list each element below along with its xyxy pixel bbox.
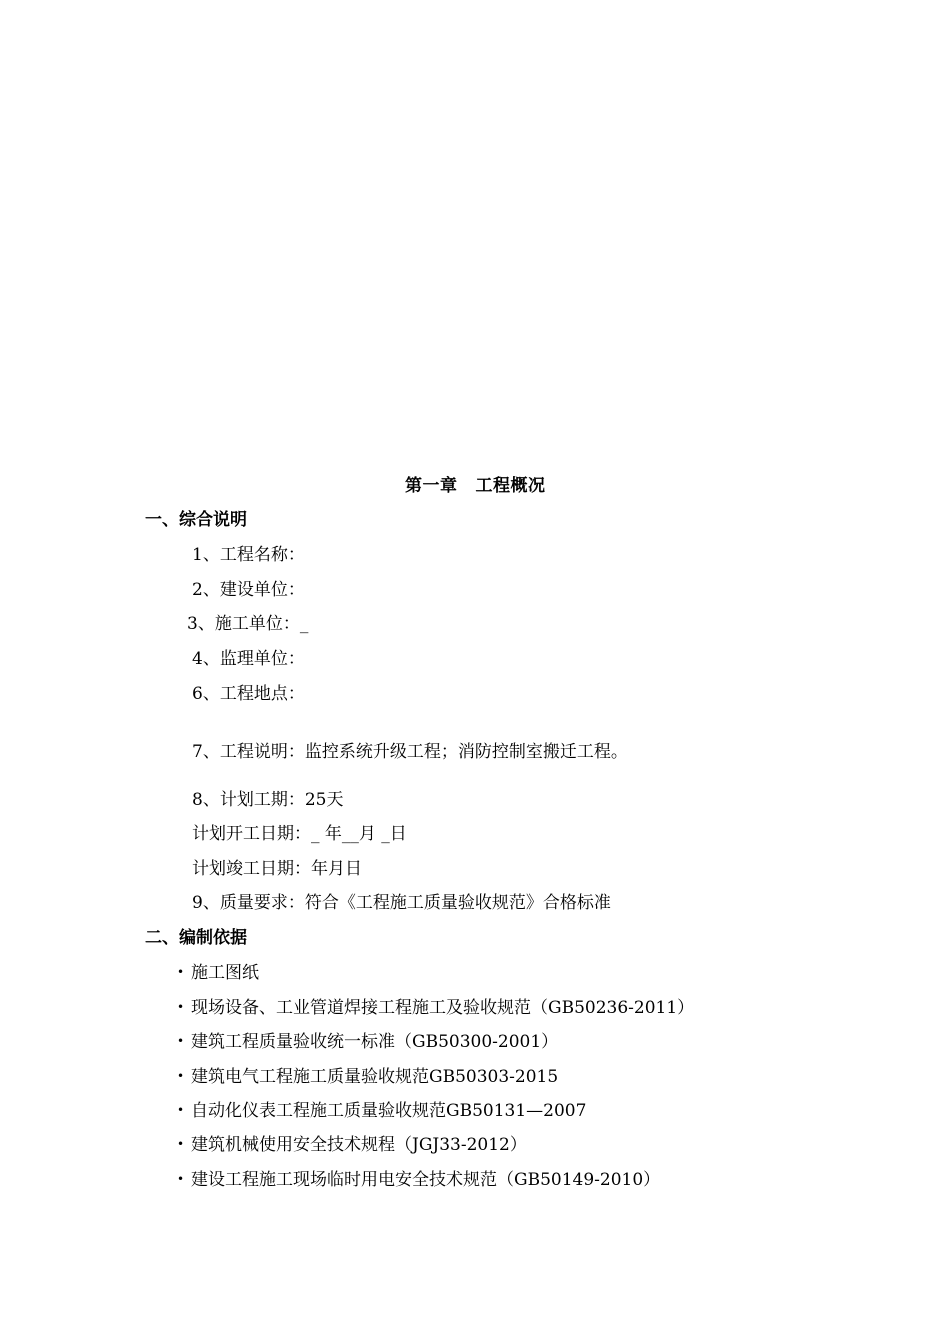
section2-heading: 二、编制依据 [145,928,247,948]
basis-list-item-text: 自动化仪表工程施工质量验收规范GB50131—2007 [191,1101,587,1121]
basis-list-item [177,1100,586,1121]
bullet-icon: • [177,1000,185,1014]
section1-heading: 一、综合说明 [145,510,247,530]
bullet-icon: • [177,1172,185,1186]
basis-list-item-text: 建筑电气工程施工质量验收规范GB50303-2015 [191,1067,559,1087]
basis-list-item-text: 建筑机械使用安全技术规程（JGJ33-2012） [191,1135,527,1155]
basis-list-item-text: 建筑工程质量验收统一标准（GB50300-2001） [191,1032,559,1052]
basis-list-item [177,1066,558,1087]
basis-list-item [177,997,694,1018]
supervisor-item: 4、监理单位： [192,649,305,669]
basis-list-item-text: 建设工程施工现场临时用电安全技术规范（GB50149-2010） [191,1170,661,1190]
planned-duration-item: 8、计划工期：25天 [192,790,344,810]
planned-end-date-item: 计划竣工日期：年月日 [192,859,362,879]
basis-list-item-text: 施工图纸 [191,963,259,983]
chapter-title [405,476,546,496]
contractor-item: 3、施工单位：_ [187,614,309,634]
chapter-name: 工程概况 [475,476,546,496]
chapter-number: 第一章 [405,476,458,496]
quality-requirement-item: 9、质量要求：符合《工程施工质量验收规范》合格标准 [192,893,611,913]
bullet-icon: • [177,1137,185,1151]
bullet-icon: • [177,1034,185,1048]
basis-list-item [177,1134,527,1155]
basis-list-item [177,1031,558,1052]
planned-start-date-item: 计划开工日期：_ 年__月 _日 [192,824,407,844]
bullet-icon: • [177,965,185,979]
basis-list-item [177,962,259,983]
basis-list-item-text: 现场设备、工业管道焊接工程施工及验收规范（GB50236-2011） [191,998,695,1018]
project-location-item: 6、工程地点： [192,684,305,704]
bullet-icon: • [177,1069,185,1083]
basis-list-item [177,1169,660,1190]
project-description-item: 7、工程说明：监控系统升级工程；消防控制室搬迁工程。 [192,742,628,762]
project-name-item: 1、工程名称： [192,545,305,565]
construction-unit-item: 2、建设单位： [192,580,305,600]
bullet-icon: • [177,1103,185,1117]
